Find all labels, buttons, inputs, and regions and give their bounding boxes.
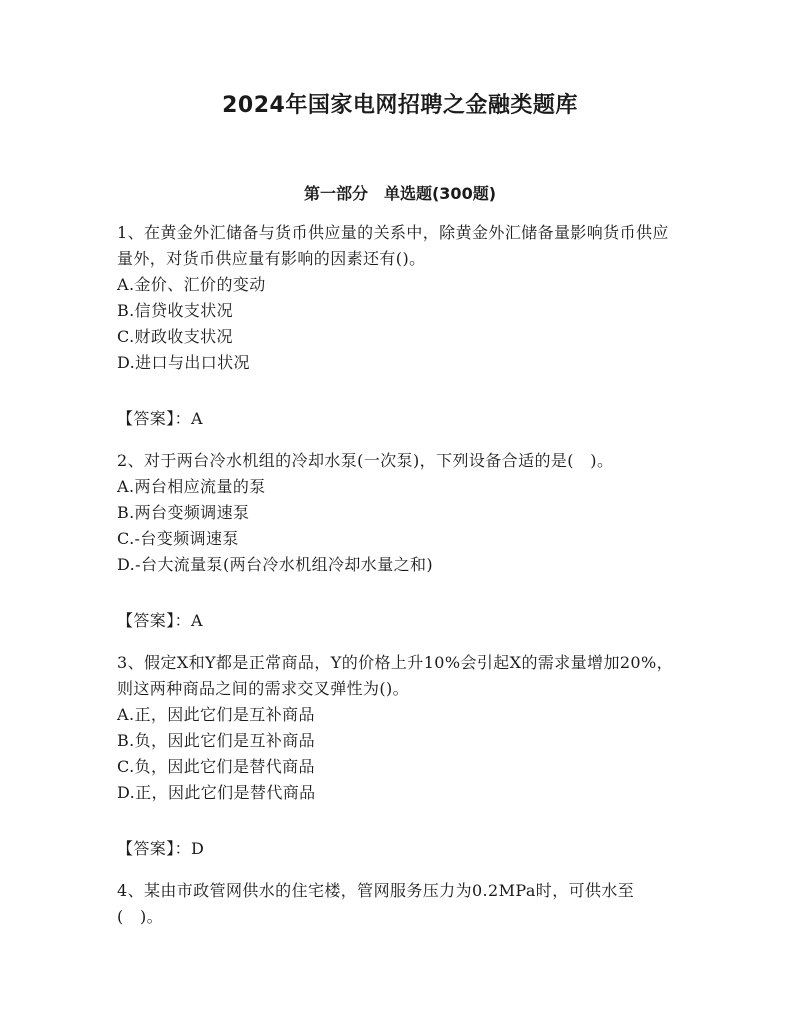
question-text: 3、假定X和Y都是正常商品，Y的价格上升10%会引起X的需求量增加20%，则这两种商品之间的需求交叉弹性为()。: [117, 653, 674, 698]
section-title: 第一部分 单选题(300题): [303, 184, 497, 203]
answer-label: 【答案】: [117, 611, 175, 630]
question-2: [117, 448, 677, 634]
question-3: [117, 650, 677, 862]
answer-label: 【答案】: [117, 409, 175, 428]
question-4: [117, 878, 677, 930]
answer-separator: ：: [174, 839, 192, 858]
question-1: [117, 220, 677, 432]
option-b: B.两台变频调速泵: [117, 503, 250, 522]
option-a: A.正，因此它们是互补商品: [117, 705, 315, 724]
answer-label: 【答案】: [117, 839, 175, 858]
option-a: A.两台相应流量的泵: [117, 477, 266, 496]
answer-value: D: [191, 839, 205, 858]
option-a: A.金价、汇价的变动: [117, 275, 266, 294]
answer-value: A: [191, 409, 203, 428]
answer-line: [117, 406, 677, 432]
option-d: D.进口与出口状况: [117, 353, 250, 372]
option-c: C.财政收支状况: [117, 327, 233, 346]
answer-separator: ：: [174, 409, 192, 428]
question-text: 4、某由市政管网供水的住宅楼，管网服务压力为0.2MPa时，可供水至( )。: [117, 881, 635, 926]
document-title: 2024年国家电网招聘之金融类题库: [222, 93, 578, 118]
question-list: [117, 220, 677, 930]
option-d: D.-台大流量泵(两台冷水机组冷却水量之和): [117, 555, 434, 574]
option-b: B.负，因此它们是互补商品: [117, 731, 316, 750]
option-b: B.信贷收支状况: [117, 301, 234, 320]
question-text: 2、对于两台冷水机组的冷却水泵(一次泵)，下列设备合适的是( )。: [117, 451, 614, 470]
option-c: C.负，因此它们是替代商品: [117, 757, 315, 776]
option-c: C.-台变频调速泵: [117, 529, 239, 548]
answer-line: [117, 608, 677, 634]
answer-line: [117, 836, 677, 862]
answer-value: A: [191, 611, 203, 630]
question-text: 1、在黄金外汇储备与货币供应量的关系中，除黄金外汇储备量影响货币供应量外，对货币供应量有影响的因素还有()。: [117, 223, 669, 268]
answer-separator: ：: [174, 611, 192, 630]
option-d: D.正，因此它们是替代商品: [117, 783, 316, 802]
